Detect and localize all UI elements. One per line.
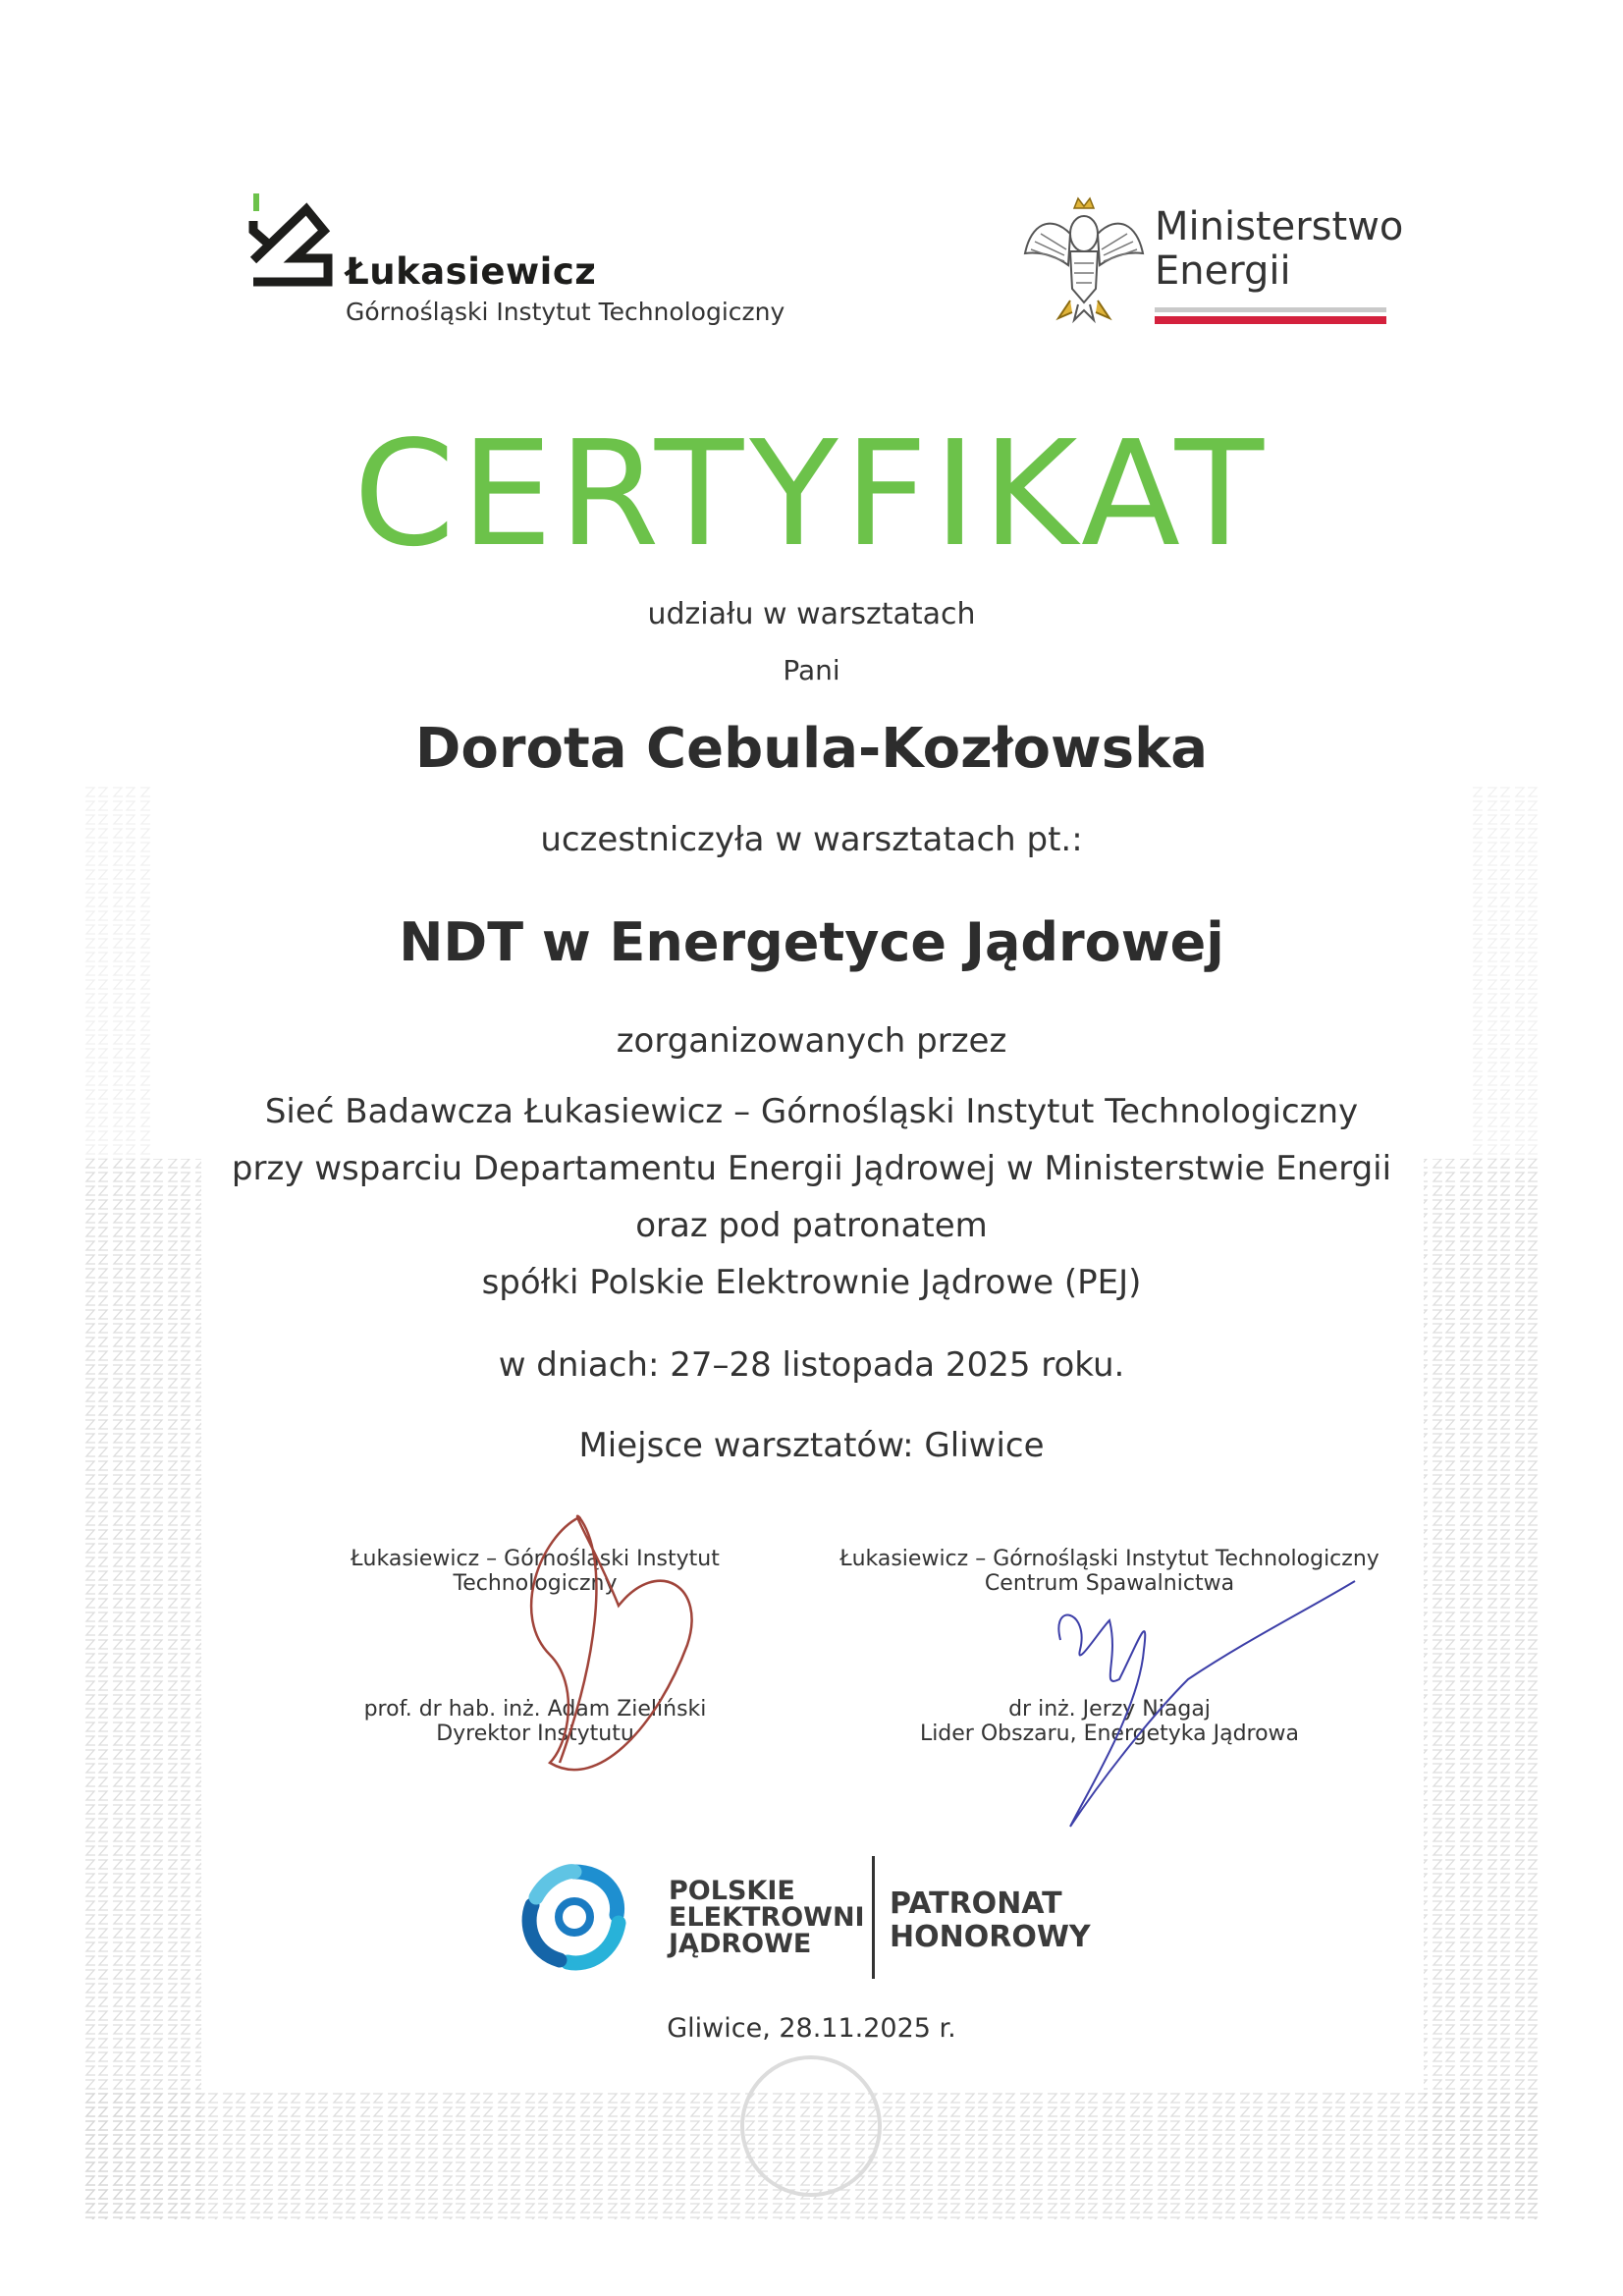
signature-2-role: Lider Obszaru, Energetyka Jądrowa bbox=[919, 1722, 1300, 1746]
attended-text: uczestniczyła w warsztatach pt.: bbox=[540, 820, 1083, 859]
eagle-emblem-icon bbox=[1021, 194, 1147, 324]
lukasiewicz-logo-icon bbox=[247, 191, 336, 290]
pej-name-line2: ELEKTROWNI bbox=[669, 1902, 865, 1933]
workshop-dates: w dniach: 27–28 listopada 2025 roku. bbox=[498, 1345, 1125, 1385]
signature-1-handwriting bbox=[491, 1498, 727, 1792]
signature-1-role: Dyrektor Instytutu bbox=[436, 1722, 634, 1746]
ministry-name-line1: Ministerstwo bbox=[1155, 204, 1404, 249]
place-and-date: Gliwice, 28.11.2025 r. bbox=[667, 2013, 956, 2044]
patronage-label-line1: PATRONAT bbox=[890, 1886, 1062, 1921]
lukasiewicz-name: Łukasiewicz bbox=[346, 250, 597, 293]
certificate-subtitle: udziału w warsztatach bbox=[647, 597, 976, 631]
recipient-name: Dorota Cebula-Kozłowska bbox=[414, 717, 1209, 781]
signature-1-name: prof. dr hab. inż. Adam Zieliński bbox=[363, 1697, 707, 1722]
organizer-line: oraz pod patronatem bbox=[635, 1206, 988, 1245]
signature-2-name: dr inż. Jerzy Niagaj bbox=[1008, 1697, 1211, 1722]
patronage-label-line2: HONOROWY bbox=[890, 1920, 1091, 1954]
pej-name bbox=[669, 1878, 865, 1957]
ministry-flag-stripes bbox=[1155, 307, 1386, 325]
patronage-divider bbox=[872, 1856, 875, 1979]
patronage-label bbox=[890, 1887, 1091, 1954]
pej-name-line3: JĄDROWE bbox=[669, 1929, 812, 1959]
organizer-line: Sieć Badawcza Łukasiewicz – Górnośląski Instytut Technologiczny bbox=[264, 1092, 1359, 1131]
certificate-title: CERTYFIKAT bbox=[352, 410, 1271, 578]
signature-2-institution-line1: Łukasiewicz – Górnośląski Instytut Technologiczny bbox=[839, 1547, 1380, 1571]
workshop-location: Miejsce warsztatów: Gliwice bbox=[578, 1426, 1045, 1465]
ministry-name-line2: Energii bbox=[1155, 248, 1291, 294]
organizer-line: przy wsparciu Departamentu Energii Jądrowej w Ministerstwie Energii bbox=[231, 1149, 1392, 1188]
organized-by-text: zorganizowanych przez bbox=[616, 1021, 1007, 1061]
signature-1-institution-line2: Technologiczny bbox=[453, 1571, 618, 1596]
workshop-title: NDT w Energetyce Jądrowej bbox=[399, 911, 1224, 973]
lukasiewicz-subtitle: Górnośląski Instytut Technologiczny bbox=[346, 298, 785, 326]
signature-2-handwriting bbox=[1031, 1561, 1365, 1836]
signature-2-institution-line2: Centrum Spawalnictwa bbox=[984, 1571, 1235, 1596]
salutation: Pani bbox=[783, 654, 840, 686]
pej-name-line1: POLSKIE bbox=[669, 1876, 795, 1906]
signature-1-institution-line1: Łukasiewicz – Górnośląski Instytut bbox=[351, 1547, 720, 1571]
pej-logo-icon bbox=[511, 1854, 638, 1982]
organizer-line: spółki Polskie Elektrownie Jądrowe (PEJ) bbox=[481, 1263, 1142, 1302]
